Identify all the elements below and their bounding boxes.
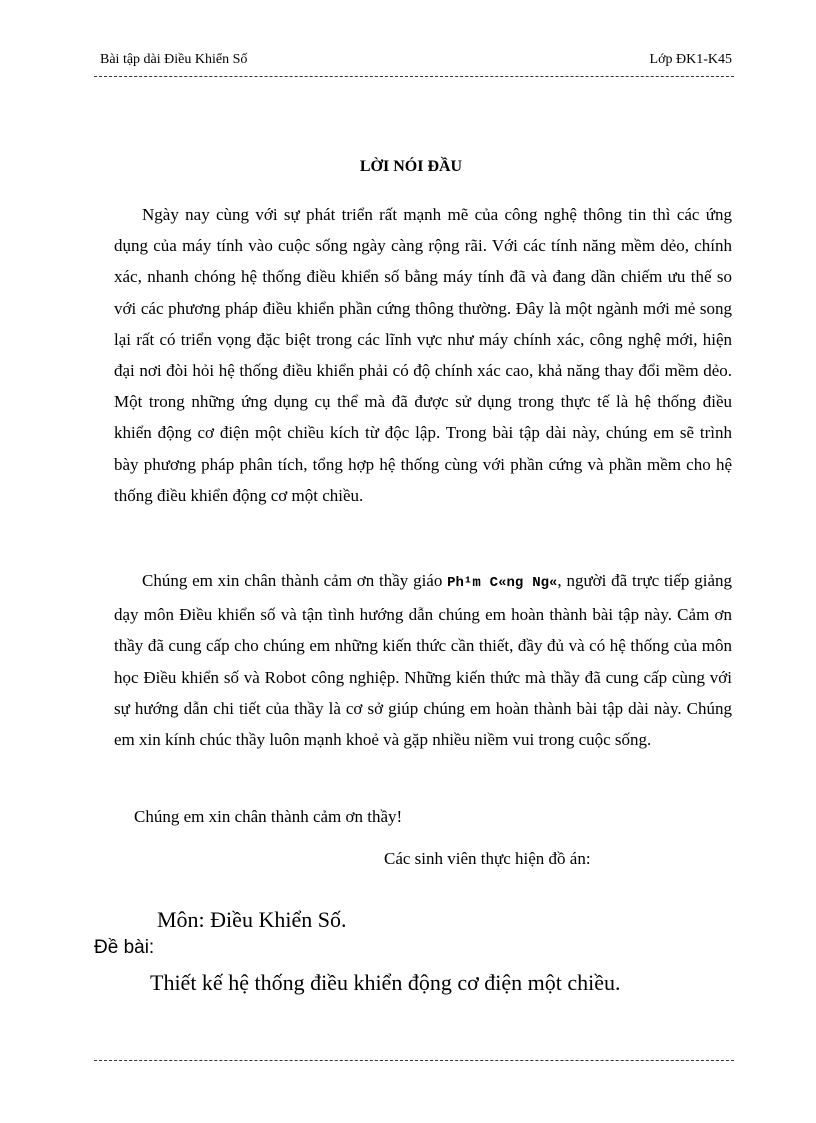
topic-text: Thiết kế hệ thống điều khiển động cơ điện một chiều. — [150, 970, 621, 995]
subject-line: Môn: Điều Khiển Số. — [157, 907, 347, 932]
header-course-title: Bài tập dài Điều Khiển Số — [100, 52, 248, 67]
intro-paragraph: Ngày nay cùng với sự phát triển rất mạnh mẽ của công nghệ thông tin thì các ứng dụng của máy tính vào cuộc sống ngày càng rộng rãi. Với các tính năng mềm dẻo, chính xác, nhanh chóng hệ thống điều khiển số bằng máy tính đã và đang dần chiếm ưu thế so với các phương pháp điều khiển phần cứng thông thường. Đây là một ngành mới mẻ song lại rất có triển vọng đặc biệt trong các lĩnh vực như máy chính xác, công nghệ mới, hiện đại nơi đòi hỏi hệ thống điều khiển phải có độ chính xác cao, khả năng thay đổi mềm dẻo. Một trong những ứng dụng cụ thể mà đã được sử dụng trong thực tế là hệ thống điều khiển động cơ điện một chiều kích từ độc lập. Trong bài tập dài này, chúng em sẽ trình bày phương pháp phân tích, tổng hợp hệ thống cùng với phần cứng và phần mềm cho hệ thống điều khiển động cơ một chiều. — [114, 205, 732, 505]
header-class-name: Lớp ĐK1-K45 — [649, 52, 732, 67]
thanks-line: Chúng em xin chân thành cảm ơn thầy! — [134, 807, 403, 826]
ack-text-start: Chúng em xin chân thành cảm ơn thầy giáo — [142, 571, 448, 590]
page-title: LỜI NÓI ĐẦU — [359, 158, 463, 175]
topic-label: Đề bài: — [94, 937, 155, 958]
acknowledgement-paragraph — [114, 565, 732, 755]
teacher-name: Ph¹m C«ng Ng« — [447, 575, 558, 591]
header-divider — [94, 76, 734, 77]
students-line: Các sinh viên thực hiện đồ án: — [384, 849, 591, 868]
footer-divider — [94, 1060, 734, 1061]
ack-text-end: , người đã trực tiếp giảng dạy môn Điều khiển số và tận tình hướng dẫn chúng em hoàn thành bài tập này. Cảm ơn thầy đã cung cấp cho chúng em những kiến thức cần thiết, đầy đủ và có hệ thống của môn học Điều khiển số và Robot công nghiệp. Những kiến thức mà thầy đã cung cấp cùng với sự hướng dẫn chi tiết của thầy là cơ sở giúp chúng em hoàn thành bài tập dài này. Chúng em xin kính chúc thầy luôn mạnh khoẻ và gặp nhiều niềm vui trong cuộc sống. — [114, 571, 732, 750]
